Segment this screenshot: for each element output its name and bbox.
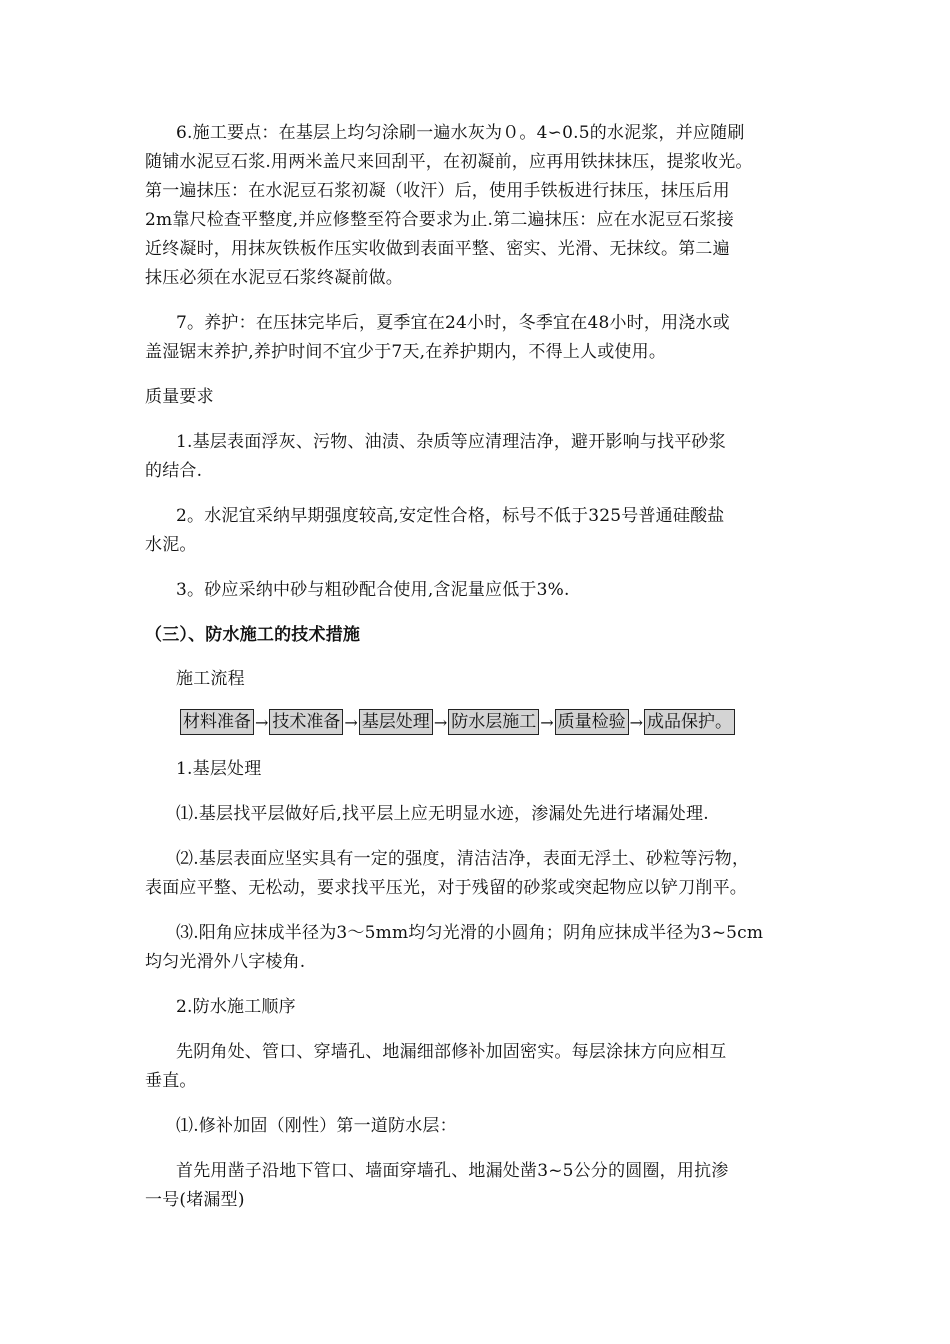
waterproof-sequence-heading: 2.防水施工顺序 — [176, 997, 296, 1017]
flow-step-waterproof-layer: 防水层施工 — [448, 709, 539, 735]
flow-step-technical: 技术准备 — [269, 709, 343, 735]
paragraph-6-line-6: 抹压必须在水泥豆石浆终凝前做。 — [145, 268, 403, 288]
flow-step-materials: 材料准备 — [180, 709, 254, 735]
repair-paragraph-line-2: 一号(堵漏型) — [145, 1190, 245, 1210]
flow-arrow-icon: → — [540, 712, 554, 732]
quality-item-2-line-1: 2。水泥宜采纳早期强度较高,安定性合格，标号不低于325号普通硅酸盐 — [176, 506, 725, 526]
quality-item-1-line-1: 1.基层表面浮灰、污物、油渍、杂质等应清理洁净，避开影响与找平砂浆 — [176, 432, 726, 452]
quality-item-2-line-2: 水泥。 — [145, 535, 197, 555]
section-heading-waterproofing: （三）、防水施工的技术措施 — [145, 625, 361, 645]
paragraph-7-line-2: 盖湿锯末养护,养护时间不宜少于7天,在养护期内，不得上人或使用。 — [145, 342, 667, 362]
paragraph-6-line-5: 近终凝时，用抹灰铁板作压实收做到表面平整、密实、光滑、无抹纹。第二遍 — [145, 239, 730, 259]
quality-item-1-line-2: 的结合. — [145, 461, 203, 481]
quality-item-3: 3。砂应采纳中砂与粗砂配合使用,含泥量应低于3%. — [176, 580, 570, 600]
paragraph-6-line-2: 随铺水泥豆石浆.用两米盖尺来回刮平，在初凝前，应再用铁抹抹压，提浆收光。 — [145, 152, 753, 172]
flow-step-protection: 成品保护。 — [644, 709, 735, 735]
sequence-paragraph-line-1: 先阴角处、管口、穿墙孔、地漏细部修补加固密实。每层涂抹方向应相互 — [176, 1042, 727, 1062]
construction-flow-heading: 施工流程 — [176, 669, 245, 689]
flow-step-base-layer: 基层处理 — [359, 709, 433, 735]
repair-first-layer-heading: ⑴.修补加固（刚性）第一道防水层： — [176, 1116, 457, 1136]
paragraph-6-line-4: 2m靠尺检查平整度,并应修整至符合要求为止.第二遍抹压：应在水泥豆石浆接 — [145, 210, 734, 230]
paragraph-6-line-3: 第一遍抹压：在水泥豆石浆初凝（收汗）后，使用手铁板进行抹压，抹压后用 — [145, 181, 730, 201]
flow-arrow-icon: → — [433, 712, 448, 732]
quality-requirements-heading: 质量要求 — [145, 387, 214, 407]
paragraph-7-line-1: 7。养护：在压抹完毕后，夏季宜在24小时，冬季宜在48小时，用浇水或 — [176, 313, 730, 333]
sequence-paragraph-line-2: 垂直。 — [145, 1071, 197, 1091]
base-item-3-line-2: 均匀光滑外八字棱角. — [145, 952, 306, 972]
base-item-2-line-1: ⑵.基层表面应坚实具有一定的强度，清洁洁净，表面无浮土、砂粒等污物， — [176, 849, 750, 869]
paragraph-6-line-1: 6.施工要点：在基层上均匀涂刷一遍水灰为０。4∽0.5的水泥浆，并应随刷 — [176, 123, 745, 143]
flow-arrow-icon: → — [255, 712, 269, 732]
flow-step-inspection: 质量检验 — [555, 709, 629, 735]
repair-paragraph-line-1: 首先用凿子沿地下管口、墙面穿墙孔、地漏处凿3~5公分的圆圈，用抗渗 — [176, 1161, 729, 1181]
base-treatment-heading: 1.基层处理 — [176, 759, 262, 779]
flow-arrow-icon: → — [344, 712, 358, 732]
flow-arrow-icon: → — [629, 712, 644, 732]
base-item-1: ⑴.基层找平层做好后,找平层上应无明显水迹，渗漏处先进行堵漏处理. — [176, 804, 709, 824]
construction-flow-chart — [180, 708, 735, 736]
base-item-2-line-2: 表面应平整、无松动，要求找平压光，对于残留的砂浆或突起物应以铲刀削平。 — [145, 878, 747, 898]
base-item-3-line-1: ⑶.阳角应抹成半径为3～5mm均匀光滑的小圆角；阴角应抹成半径为3~5cm — [176, 923, 764, 943]
